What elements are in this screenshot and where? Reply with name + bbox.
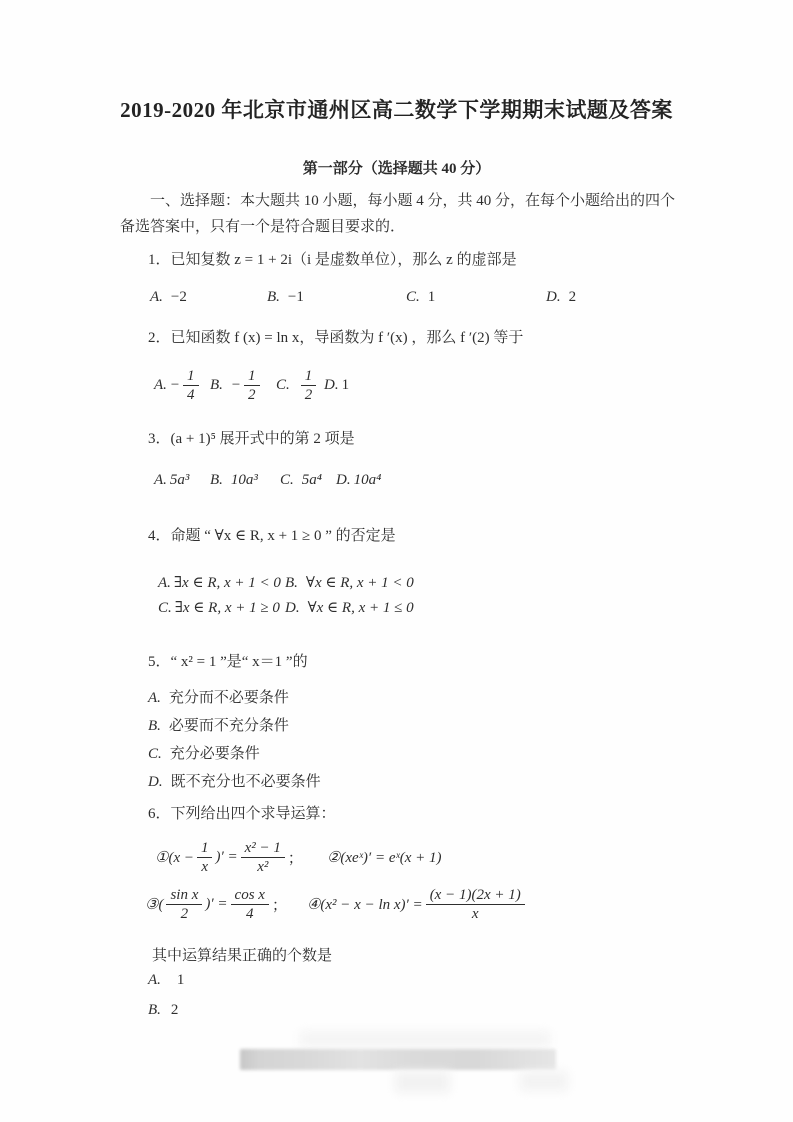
q3-option-b — [210, 472, 258, 489]
q6-option-b — [148, 1002, 178, 1019]
q4-option-c-value: ∃x ∈ R, x + 1 ≥ 0 — [174, 600, 280, 616]
q5-option-d — [148, 770, 321, 791]
q6-f4-fraction — [426, 886, 525, 923]
q4-option-a — [158, 573, 281, 592]
q2-option-a-label: A. — [154, 376, 167, 393]
q2-option-c-numerator: 1 — [301, 367, 317, 386]
q6-f1-pre: ①(x − — [155, 849, 194, 866]
q3-option-d-value: 10a⁴ — [353, 472, 382, 488]
q4-option-a-value: ∃x ∈ R, x + 1 < 0 — [173, 575, 281, 591]
q6-f1-frac2-denominator: x² — [257, 858, 269, 875]
q3-option-c — [280, 472, 322, 489]
q6-f3-frac2-denominator: 4 — [245, 905, 254, 922]
q2-option-a — [154, 358, 202, 412]
q6-f1-fraction-2 — [241, 839, 285, 876]
page-title: 2019-2020 年北京市通州区高二数学下学期期末试题及答案 — [120, 98, 673, 122]
question-4-options-row-1 — [120, 573, 740, 595]
question-1-options — [120, 289, 740, 309]
q2-option-c-label: C. — [276, 376, 290, 393]
q6-f1-mid: )′ = — [215, 848, 238, 865]
q5-option-c — [148, 742, 260, 763]
q6-f3-fraction-2 — [231, 886, 269, 923]
q5-option-a-label: A. — [148, 690, 161, 706]
q3-option-a-value: 5a³ — [169, 472, 190, 488]
q6-f1-fraction-1 — [197, 839, 213, 876]
q2-option-b-numerator: 1 — [244, 367, 260, 386]
q4-option-b — [285, 573, 414, 592]
q2-option-b-fraction — [244, 367, 260, 404]
q6-f1-frac1-numerator: 1 — [197, 839, 213, 858]
question-1-stem: 1．已知复数 z = 1 + 2i（i 是虚数单位），那么 z 的虚部是 — [148, 252, 517, 268]
q5-option-b-label: B. — [148, 718, 161, 734]
q6-f1-separator: ； — [287, 850, 303, 867]
watermark-blob-left — [395, 1071, 450, 1093]
q3-option-b-label: B. — [210, 472, 223, 488]
q4-option-b-label: B. — [285, 575, 298, 591]
question-5-stem: 5．“ x² = 1 ”是“ x＝1 ”的 — [148, 654, 308, 670]
q5-option-b — [148, 714, 289, 735]
q1-option-c — [406, 289, 435, 306]
q6-formula-line-1 — [155, 832, 442, 882]
q6-f3-mid: )′ = — [205, 895, 228, 912]
q2-option-a-sign: − — [169, 376, 181, 393]
q2-option-b — [210, 358, 263, 412]
q6-option-a-label: A. — [148, 972, 161, 988]
q3-option-b-value: 10a³ — [230, 472, 258, 488]
q6-f3-frac2-numerator: cos x — [231, 886, 269, 905]
q3-option-c-value: 5a⁴ — [301, 472, 322, 488]
q2-option-b-sign: − — [230, 376, 242, 393]
q6-f1-frac1-denominator: x — [201, 858, 209, 875]
question-3-stem: 3．(a + 1)⁵ 展开式中的第 2 项是 — [148, 431, 355, 447]
q6-option-a-value: 1 — [176, 972, 185, 988]
q5-option-d-value: 既不充分也不必要条件 — [170, 774, 321, 790]
q6-followup: 其中运算结果正确的个数是 — [152, 948, 333, 964]
question-2-stem: 2．已知函数 f (x) = ln x，导函数为 f ′(x) ，那么 f ′(2) 等于 — [148, 330, 524, 346]
q3-option-a — [154, 472, 189, 489]
q6-f1-frac2-numerator: x² − 1 — [241, 839, 285, 858]
q2-option-d-label: D. — [324, 376, 339, 393]
q1-option-a — [150, 289, 187, 306]
q2-option-a-denominator: 4 — [187, 386, 195, 403]
q4-option-c — [158, 598, 280, 617]
q1-option-b-label: B. — [267, 289, 280, 305]
q3-option-d — [336, 472, 381, 489]
q3-option-a-label: A. — [154, 472, 167, 488]
q3-option-c-label: C. — [280, 472, 294, 488]
watermark-halo — [300, 1031, 550, 1047]
q6-option-b-label: B. — [148, 1002, 161, 1018]
q4-option-b-value: ∀x ∈ R, x + 1 < 0 — [305, 575, 414, 591]
question-4-stem: 4．命题 “ ∀x ∈ R, x + 1 ≥ 0 ” 的否定是 — [148, 528, 396, 544]
q3-option-d-label: D. — [336, 472, 351, 488]
section-heading: 第一部分（选择题共 40 分） — [302, 161, 491, 177]
question-6-stem: 6．下列给出四个求导运算： — [148, 806, 336, 822]
watermark-blob-right — [520, 1071, 568, 1091]
q4-option-d — [285, 598, 414, 617]
q6-formula-2: ②(xeˣ)′ = eˣ(x + 1) — [326, 849, 442, 866]
q5-option-b-value: 必要而不充分条件 — [168, 718, 289, 734]
q1-option-d-label: D. — [546, 289, 561, 305]
q1-option-d-value: 2 — [568, 289, 577, 305]
q6-option-b-value: 2 — [170, 1002, 179, 1018]
q6-f4-frac-numerator: (x − 1)(2x + 1) — [426, 886, 525, 905]
q4-option-a-label: A. — [158, 575, 171, 591]
q5-option-c-value: 充分必要条件 — [169, 746, 260, 762]
q2-option-d-value: 1 — [341, 376, 350, 393]
question-3-options — [120, 472, 740, 494]
question-2-options — [120, 358, 740, 412]
q4-option-d-label: D. — [285, 600, 300, 616]
q1-option-c-label: C. — [406, 289, 420, 305]
q5-option-d-label: D. — [148, 774, 163, 790]
q1-option-b — [267, 289, 304, 306]
q6-option-a — [148, 972, 184, 989]
q2-option-a-numerator: 1 — [183, 367, 199, 386]
q6-f3-frac1-denominator: 2 — [180, 905, 189, 922]
q2-option-a-fraction — [183, 367, 199, 404]
q5-option-a-value: 充分而不必要条件 — [168, 690, 289, 706]
q2-option-c-denominator: 2 — [304, 386, 313, 403]
intro-paragraph: 一、选择题：本大题共 10 小题，每小题 4 分，共 40 分，在每个小题给出的四个备选答案中，只有一个是符合题目要求的． — [120, 193, 676, 235]
q1-option-a-value: −2 — [170, 289, 187, 305]
q2-option-b-label: B. — [210, 376, 223, 393]
watermark-redacted-bar — [240, 1049, 556, 1070]
q2-option-c — [276, 358, 319, 412]
q5-option-a — [148, 686, 289, 707]
q6-f4-frac-denominator: x — [471, 905, 479, 922]
q1-option-a-label: A. — [150, 289, 163, 305]
q1-option-c-value: 1 — [427, 289, 436, 305]
q4-option-c-label: C. — [158, 600, 172, 616]
q5-option-c-label: C. — [148, 746, 162, 762]
q6-f4-pre: ④(x² − x − ln x)′ = — [306, 896, 423, 913]
q6-f3-fraction-1 — [166, 886, 202, 923]
q6-f3-frac1-numerator: sin x — [166, 886, 202, 905]
q1-option-d — [546, 289, 576, 306]
question-4-options-row-2 — [120, 598, 740, 620]
q6-f3-pre: ③( — [145, 896, 164, 913]
q1-option-b-value: −1 — [287, 289, 304, 305]
q2-option-d — [324, 358, 349, 412]
q6-f3-separator: ； — [271, 897, 287, 914]
q2-option-b-denominator: 2 — [248, 386, 256, 403]
q6-formula-line-2 — [145, 878, 528, 930]
q4-option-d-value: ∀x ∈ R, x + 1 ≤ 0 — [307, 600, 414, 616]
q2-option-c-fraction — [301, 367, 317, 404]
